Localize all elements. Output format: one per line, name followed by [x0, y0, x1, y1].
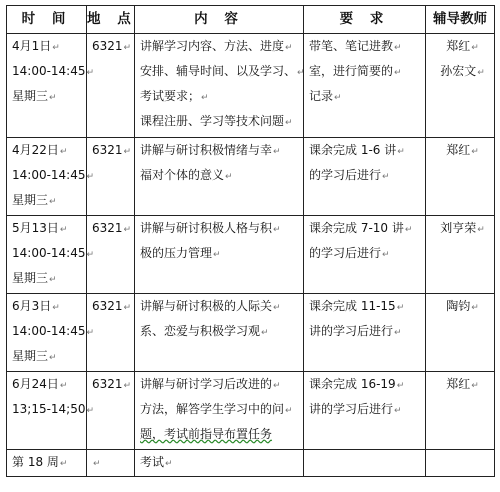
content-cell: 讲解与研讨积极人格与积↵ 极的压力管理↵ [135, 216, 304, 294]
time-cell: 6月24日↵ 13;15-14;50↵ [7, 372, 87, 450]
content-cell: 讲解与研讨学习后改进的↵ 方法，解答学生学习中的问↵ 题，考试前指导布置任务 [135, 372, 304, 450]
content-cell: 讲解与研讨积极情绪与幸↵ 福对个体的意义↵ [135, 138, 304, 216]
requirement-cell: 课余完成 16-19↵ 讲的学习后进行↵ [304, 372, 426, 450]
table-row [7, 294, 495, 372]
table-row [7, 216, 495, 294]
requirement-cell [304, 450, 426, 477]
table-row [7, 372, 495, 450]
teacher-cell: 郑红↵ [426, 138, 495, 216]
teacher-cell: 刘亨荣↵ [426, 216, 495, 294]
header-place: 地 点 [87, 6, 135, 34]
header-time: 时 间 [7, 6, 87, 34]
header-teacher: 辅导教师 [426, 6, 495, 34]
content-cell: 考试↵ [135, 450, 304, 477]
place-cell: 6321↵ [87, 372, 135, 450]
place-cell: 6321↵ [87, 294, 135, 372]
teacher-cell: 陶钧↵ [426, 294, 495, 372]
time-cell: 4月22日↵ 14:00-14:45↵ 星期三↵ [7, 138, 87, 216]
content-cell: 讲解学习内容、方法、进度↵ 安排、辅导时间、以及学习、↵ 考试要求；↵ 课程注册、学习等技术问题↵ [135, 34, 304, 138]
place-cell: 6321↵ [87, 34, 135, 138]
teacher-cell [426, 450, 495, 477]
requirement-cell: 带笔、笔记进教↵ 室，进行简要的↵ 记录↵ [304, 34, 426, 138]
time-cell: 6月3日↵ 14:00-14:45↵ 星期三↵ [7, 294, 87, 372]
requirement-cell: 课余完成 1-6 讲↵ 的学习后进行↵ [304, 138, 426, 216]
requirement-cell: 课余完成 11-15↵ 讲的学习后进行↵ [304, 294, 426, 372]
table-row [7, 34, 495, 138]
header-content: 内 容 [135, 6, 304, 34]
place-cell: 6321↵ [87, 216, 135, 294]
table-row [7, 138, 495, 216]
table-row [7, 450, 495, 477]
teacher-cell: 郑红↵ [426, 372, 495, 450]
place-cell: 6321↵ [87, 138, 135, 216]
time-cell: 第 18 周↵ [7, 450, 87, 477]
header-row [7, 6, 495, 34]
content-cell: 讲解与研讨积极的人际关↵ 系、恋爱与积极学习观↵ [135, 294, 304, 372]
time-cell: 4月1日↵ 14:00-14:45↵ 星期三↵ [7, 34, 87, 138]
teacher-cell: 郑红↵ 孙宏文↵ [426, 34, 495, 138]
schedule-table [6, 5, 495, 477]
header-requirement: 要 求 [304, 6, 426, 34]
time-cell: 5月13日↵ 14:00-14:45↵ 星期三↵ [7, 216, 87, 294]
requirement-cell: 课余完成 7-10 讲↵ 的学习后进行↵ [304, 216, 426, 294]
place-cell: ↵ [87, 450, 135, 477]
